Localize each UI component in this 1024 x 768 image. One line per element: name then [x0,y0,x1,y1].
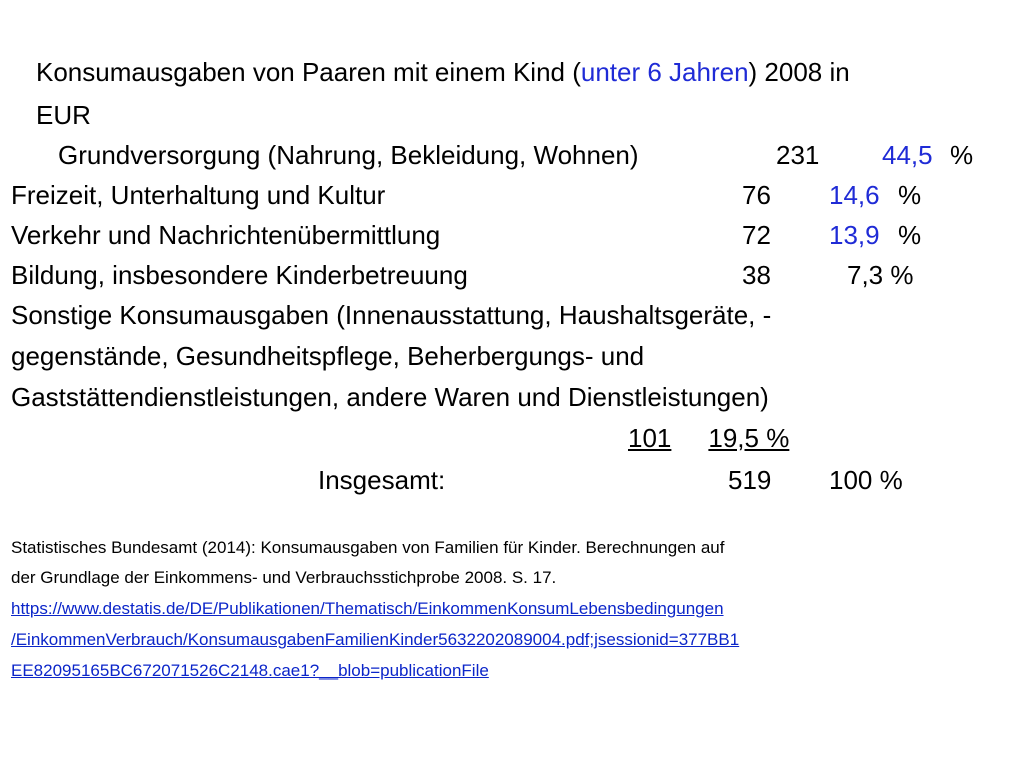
row-unit-verkehr: % [898,220,922,250]
row-label-freizeit: Freizeit, Unterhaltung und Kultur [11,180,386,210]
row-label-grundversorgung: Grundversorgung (Nahrung, Bekleidung, Wohnen) [58,140,639,170]
source-line-2: der Grundlage der Einkommens- und Verbrauchsstichprobe 2008. S. 17. [11,568,557,587]
row-label-bildung: Bildung, insbesondere Kinderbetreuung [11,260,468,290]
row-amount-verkehr: 72 [742,220,771,250]
row-percent-sonstige: 19,5 % [708,423,790,453]
row-percent-grundversorgung: 44,5 [882,140,933,170]
title-text: Konsumausgaben von Paaren mit einem Kind ( [36,57,581,87]
row-label-verkehr: Verkehr und Nachrichtenübermittlung [11,220,441,250]
total-label: Insgesamt: [318,465,446,495]
row-unit-grundversorgung: % [950,140,974,170]
row-amount-sonstige: 101 [628,423,672,453]
source-line-1: Statistisches Bundesamt (2014): Konsumausgaben von Familien für Kinder. Berechnungen auf [11,538,725,557]
source-link-line-1[interactable]: https://www.destatis.de/DE/Publikationen/Thematisch/EinkommenKonsumLebensbedingungen [11,599,724,618]
row-label-sonstige-1: Sonstige Konsumausgaben (Innenausstattung, Haushaltsgeräte, - [11,300,772,330]
row-amount-freizeit: 76 [742,180,771,210]
row-amount-bildung: 38 [742,260,771,290]
row-percent-freizeit: 14,6 [829,180,880,210]
row-label-sonstige-2: gegenstände, Gesundheitspflege, Beherbergungs- und [11,341,645,371]
title-highlight: unter 6 Jahren [580,57,749,87]
row-unit-freizeit: % [898,180,922,210]
row-amount-grundversorgung: 231 [776,140,820,170]
row-sonstige-values [628,424,820,452]
title-line-2: EUR [36,100,91,130]
row-percent-verkehr: 13,9 [829,220,880,250]
source-link-line-3[interactable]: EE82095165BC672071526C2148.cae1?__blob=publicationFile [11,661,489,680]
source-link-line-2[interactable]: /EinkommenVerbrauch/KonsumausgabenFamilienKinder5632202089004.pdf;jsessionid=377BB1 [11,630,740,649]
slide-title [36,58,850,86]
total-amount: 519 [728,465,772,495]
row-label-sonstige-3: Gaststättendienstleistungen, andere Waren und Dienstleistungen) [11,382,769,412]
row-percent-bildung: 7,3 % [847,260,914,290]
title-text-end: ) 2008 in [748,57,850,87]
total-percent: 100 % [829,465,903,495]
